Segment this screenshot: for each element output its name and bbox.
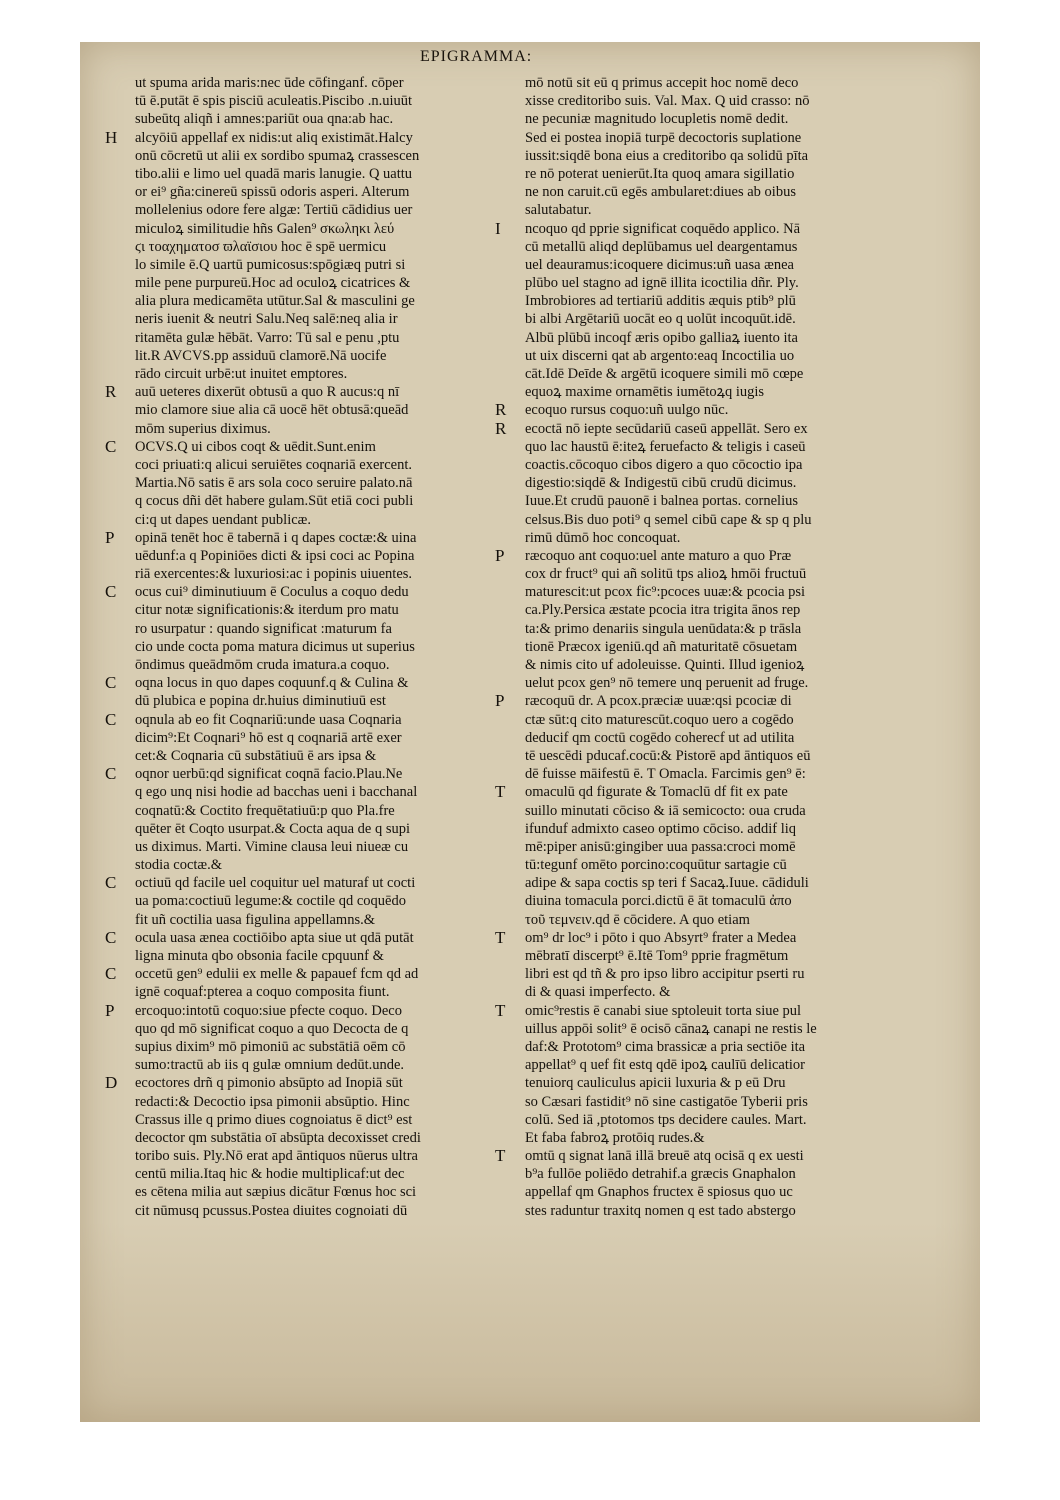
text-line	[105, 965, 475, 983]
line-text: ut spuma arida maris:nec ūde cōfinganf. cōper	[135, 75, 404, 91]
line-text: neris iuenit & neutri Salu.Neq salē:neq alia ir	[135, 311, 398, 328]
line-text: Imbrobiores ad tertiariū additis æquis ptib⁹ plū	[525, 293, 796, 310]
left-column	[105, 74, 475, 1220]
line-text: daf:& Prototom⁹ cima brassicæ a pria sectiōe ita	[525, 1038, 806, 1055]
line-text: mēbratī discerpt⁹ ē.Itē Tom⁹ pprie fragmētum	[525, 948, 789, 964]
text-line	[495, 911, 865, 929]
initial-letter: P	[495, 692, 505, 711]
text-line	[495, 820, 865, 838]
text-line	[105, 256, 475, 274]
line-text: ua poma:coctiuū legume:& coctile qd coquēdo	[135, 893, 406, 910]
text-line	[495, 201, 865, 219]
text-line	[105, 1002, 475, 1020]
line-text: salutabatur.	[525, 202, 592, 219]
text-line	[495, 365, 865, 383]
line-text: dē fuisse māifestū ē. T Omacla. Farcimis gen⁹ ē:	[525, 766, 806, 783]
text-line	[495, 1147, 865, 1165]
line-text: & nimis cito uf adoleuisse. Quinti. Illud igenioꝝ	[525, 657, 805, 673]
line-text: om⁹ dr loc⁹ i pōto i quo Absyrt⁹ frater a Medea	[525, 929, 797, 946]
line-text: uel deauramus:icoquere dicimus:uñ uasa ænea	[525, 256, 794, 273]
text-line	[495, 1183, 865, 1201]
line-text: centū milia.Itaq hic & hodie multiplicaf:ut dec	[135, 1166, 405, 1183]
line-text: sumo:tractū ab iis q gulæ omnium dedūt.unde.	[135, 1057, 405, 1074]
text-line	[105, 711, 475, 729]
text-line	[495, 256, 865, 274]
initial-letter: C	[105, 674, 117, 693]
text-line	[105, 765, 475, 783]
line-text: subeūtq aliqñ i amnes:pariūt oua qna:ab hac.	[135, 111, 394, 128]
text-line	[495, 583, 865, 601]
line-text: opinā tenēt hoc ē tabernā i q dapes coctæ:& uina	[135, 529, 417, 546]
line-text: rādo circuit urbē:ut inuitet emptores.	[135, 366, 348, 382]
text-line	[105, 347, 475, 365]
text-line	[495, 783, 865, 801]
line-text: tū:tegunf omēto porcino:coquūtur sartagie cū	[525, 857, 787, 874]
line-text: riā exercentes:& luxuriosi:ac i popinis uiuentes.	[135, 566, 413, 583]
text-line	[105, 220, 475, 238]
text-line	[105, 1038, 475, 1056]
text-line	[495, 529, 865, 547]
text-line	[105, 129, 475, 147]
line-text: fit uñ coctilia uasa figulina appellamns.&	[135, 911, 375, 928]
initial-letter: R	[105, 383, 117, 402]
initial-letter: R	[495, 419, 507, 438]
text-line	[495, 129, 865, 147]
text-line	[495, 1074, 865, 1092]
line-text: redacti:& Decoctio ipsa pimonii absūptio. Hinc	[135, 1093, 410, 1110]
text-line	[495, 1129, 865, 1147]
line-text: omtū q signat lanā illā breuē atq ocisā q ex uesti	[525, 1148, 804, 1165]
line-text: cet:& Coqnaria cū substātiuū ē ars ipsa &	[135, 747, 377, 764]
text-line	[105, 165, 475, 183]
line-text: ctæ sūt:q cito maturescūt.coquo uero a cogēdo	[525, 711, 794, 728]
line-text: ne non caruit.cū egēs ambularet:diues ab oibus	[525, 184, 796, 201]
text-line	[105, 820, 475, 838]
line-text: digestio:siqdē & Indigestū cibū crudū dicimus.	[525, 475, 797, 492]
line-text: uillus appōi solit⁹ ē ocisō cānaꝝ canapi ne restis le	[525, 1020, 817, 1037]
line-text: alcyōiū appellaf ex nidis:ut aliq existimāt.Halcy	[135, 129, 413, 146]
line-text: ocula uasa ænea coctiōibo apta siue ut qdā putāt	[135, 929, 414, 946]
initial-letter: C	[105, 874, 117, 893]
text-line	[105, 511, 475, 529]
text-line	[495, 892, 865, 910]
text-line	[105, 1074, 475, 1092]
line-text: appellaf qm Gnaphos fructex ē spiosus quo uc	[525, 1184, 793, 1201]
text-line	[105, 420, 475, 438]
text-line	[495, 474, 865, 492]
line-text: ne pecuniæ magnitudo locupletis nomē dedit.	[525, 111, 789, 128]
text-line	[495, 656, 865, 674]
line-text: plūbo uel stagno ad ignē illita icoctilia dñr. Ply.	[525, 275, 799, 292]
line-text: ut uix discerni qat ab argento:eaq Incoctilia uo	[525, 347, 795, 364]
text-line	[495, 620, 865, 638]
line-text: tionē Præcox igeniū.qd añ maturitatē cōsuetam	[525, 638, 798, 655]
text-line	[495, 220, 865, 238]
text-line	[495, 1056, 865, 1074]
right-column	[495, 74, 865, 1220]
line-text: tenuiorq cauliculus apicii luxuria & p eū Dru	[525, 1075, 786, 1092]
text-line	[105, 565, 475, 583]
line-text: colū. Sed iā ,ptotomos tps decidere caules. Mart.	[525, 1111, 807, 1128]
line-text: bi albi Argētariū uocāt eo q uolūt incoquūt.idē.	[525, 311, 796, 328]
text-line	[495, 692, 865, 710]
text-line	[495, 601, 865, 619]
text-line	[105, 1111, 475, 1129]
line-text: auū ueteres dixerūt obtusū a quo R aucus:q nī	[135, 384, 400, 401]
line-text: quēter ēt Coqto usurpat.& Cocta aqua de q supi	[135, 820, 411, 837]
line-text: stes raduntur traxitq nomen q est tado abstergo	[525, 1202, 796, 1219]
text-line	[495, 92, 865, 110]
line-text: xisse creditoribo suis. Val. Max. Q uid crasso: nō	[525, 93, 810, 110]
line-text: oqnula ab eo fit Coqnariū:unde uasa Coqnaria	[135, 711, 402, 728]
text-line	[105, 929, 475, 947]
text-line	[105, 638, 475, 656]
line-text: oqna locus in quo dapes coquunf.q & Culina &	[135, 675, 409, 692]
text-line	[105, 1147, 475, 1165]
initial-letter: C	[105, 928, 117, 947]
text-line	[495, 547, 865, 565]
line-text: cāt.Idē Deīde & argētū icoquere simili mō cœpe	[525, 366, 804, 382]
text-line	[495, 274, 865, 292]
line-text: ci:q ut dapes uendant publicæ.	[135, 511, 311, 528]
line-text: tē uescēdi pducaf.cocū:& Pistorē apd āntiquos eū	[525, 747, 811, 764]
text-line	[105, 1183, 475, 1201]
line-text: suillo minutati cōciso & iā semicocto: oua cruda	[525, 802, 806, 819]
line-text: omic⁹restis ē canabi siue sptoleuit torta siue pul	[525, 1002, 802, 1019]
line-text: cox dr fruct⁹ qui añ solitū tps alioꝝ hmōi fructuū	[525, 566, 807, 583]
text-line	[105, 401, 475, 419]
text-line	[495, 1093, 865, 1111]
line-text: toribo suis. Ply.Nō erat apd āntiquos nūerus ultra	[135, 1148, 418, 1165]
line-text: quo qd mō significat coquo a quo Decocta de q	[135, 1020, 409, 1037]
text-line	[495, 765, 865, 783]
line-text: ro usurpatur : quando significat :maturum fa	[135, 620, 392, 637]
text-line	[495, 1111, 865, 1129]
line-text: di & quasi imperfecto. &	[525, 984, 671, 1001]
line-text: ræcoquū dr. A pcox.præciæ uuæ:qsi pcociæ di	[525, 693, 792, 710]
initial-letter: H	[105, 128, 118, 147]
text-line	[105, 329, 475, 347]
text-line	[105, 529, 475, 547]
line-text: uēdunf:a q Popiniōes dicti & ipsi coci ac Popina	[135, 547, 415, 564]
line-text: dū plubica e popina dr.huius diminutiuū est	[135, 693, 386, 710]
initial-letter: D	[105, 1074, 118, 1093]
text-line	[495, 456, 865, 474]
text-line	[105, 92, 475, 110]
text-line	[495, 183, 865, 201]
line-text: Albū plūbū incoqf æris opibo galliaꝝ iuento ita	[525, 329, 798, 346]
line-text: ncoquo qd pprie significat coquēdo applico. Nā	[525, 220, 801, 237]
text-line	[105, 456, 475, 474]
text-line	[495, 347, 865, 365]
line-text: Martia.Nō satis ē ars sola coco seruire palato.nā	[135, 475, 413, 492]
line-text: cū metallū aliqd deplūbamus uel deargentamus	[525, 238, 798, 255]
line-text: miculoꝝ similitudie hñs Galen⁹ σκωληκι λεύ	[135, 220, 395, 237]
text-line	[495, 147, 865, 165]
text-line	[105, 983, 475, 1001]
text-line	[495, 802, 865, 820]
text-line	[105, 492, 475, 510]
line-text: decoctor qm substātia oī absūpta decoxisset credi	[135, 1129, 421, 1146]
text-line	[495, 165, 865, 183]
text-line	[495, 1202, 865, 1220]
text-line	[105, 1129, 475, 1147]
text-line	[105, 110, 475, 128]
text-line	[105, 292, 475, 310]
line-text: mile pene purpureū.Hoc ad oculoꝝ cicatrices &	[135, 275, 411, 292]
line-text: or ei⁹ gña:cinereū spissū odoris asperi. Alterum	[135, 184, 410, 201]
text-line	[105, 856, 475, 874]
initial-letter: P	[495, 546, 505, 565]
text-line	[495, 238, 865, 256]
text-line	[105, 747, 475, 765]
line-text: ifunduf admixto caseo optimo cōciso. addif liq	[525, 820, 797, 837]
text-line	[105, 474, 475, 492]
text-line	[105, 238, 475, 256]
text-line	[495, 401, 865, 419]
text-line	[105, 310, 475, 328]
line-text: cit nūmusq pcussus.Postea diuites cognoiati dū	[135, 1202, 408, 1219]
line-text: ca.Ply.Persica æstate pcocia itra trigita ānos rep	[525, 602, 801, 619]
line-text: omaculū qd figurate & Tomaclū df fit ex pate	[525, 784, 788, 801]
text-line	[495, 729, 865, 747]
line-text: tibo.alii e limo uel quadā maris lanugie. Q uattu	[135, 165, 413, 182]
text-line	[105, 1020, 475, 1038]
text-line	[105, 383, 475, 401]
initial-letter: T	[495, 928, 506, 947]
text-line	[495, 420, 865, 438]
text-line	[105, 620, 475, 638]
line-text: equoꝝ maxime ornamētis iumētoꝝq iugis	[525, 384, 765, 401]
text-line	[105, 838, 475, 856]
text-line	[495, 929, 865, 947]
text-line	[105, 947, 475, 965]
text-line	[105, 547, 475, 565]
text-line	[495, 838, 865, 856]
text-line	[495, 1165, 865, 1183]
line-text: iussit:siqdē bona eius a creditoribo qa solidū pīta	[525, 147, 809, 164]
line-text: Crassus ille q primo diues cognoiatus ē dict⁹ est	[135, 1111, 413, 1128]
line-text: citur notæ significationis:& iterdum pro matu	[135, 602, 399, 619]
line-text: supius dixim⁹ mō pimoniū ac substātiā oēm cō	[135, 1038, 406, 1055]
line-text: ocus cui⁹ diminutiuum ē Coculus a coquo dedu	[135, 584, 409, 601]
line-text: oqnor uerbū:qd significat coqnā facio.Plau.Ne	[135, 766, 403, 783]
text-line	[495, 438, 865, 456]
initial-letter: T	[495, 783, 506, 802]
line-text: mio clamore siue alia cā uocē hēt obtusā:queād	[135, 402, 409, 419]
initial-letter: R	[495, 401, 507, 420]
line-text: ritamēta gulæ hēbāt. Varro: Tū sal e penu ,ptu	[135, 329, 400, 346]
text-line	[495, 965, 865, 983]
text-line	[495, 310, 865, 328]
line-text: onū cōcretū ut alii ex sordibo spumaꝝ crassescen	[135, 147, 420, 164]
text-line	[495, 383, 865, 401]
line-text: mōm superius diximus.	[135, 420, 271, 437]
text-line	[495, 1020, 865, 1038]
line-text: mē:piper anisū:gingiber uua passa:croci momē	[525, 838, 796, 855]
line-text: libri est qd tñ & pro ipso libro accipitur pserti ru	[525, 966, 805, 983]
line-text: q ego unq nisi hodie ad bacchas ueni i bacchanal	[135, 784, 418, 801]
line-text: ercoquo:intotū coquo:siue pfecte coquo. Deco	[135, 1002, 402, 1019]
text-line	[105, 656, 475, 674]
text-line	[495, 1038, 865, 1056]
line-text: es cētena milia aut sæpius dicātur Fœnus hoc sci	[135, 1184, 417, 1201]
text-line	[495, 947, 865, 965]
line-text: alia plura medicamēta utūtur.Sal & masculini ge	[135, 293, 415, 310]
line-text: rimū dūmō hoc concoquat.	[525, 529, 681, 546]
text-line	[495, 74, 865, 92]
line-text: occetū gen⁹ edulii ex melle & papauef fcm qd ad	[135, 966, 419, 983]
line-text: lo simile ē.Q uartū pumicosus:spōgiæq putri si	[135, 256, 406, 273]
text-line	[105, 729, 475, 747]
line-text: adipe & sapa coctis sp teri f Sacaꝝ.Iuue. cādiduli	[525, 875, 809, 892]
initial-letter: T	[495, 1147, 506, 1166]
line-text: ecoquo rursus coquo:uñ uulgo nūc.	[525, 402, 729, 419]
text-line	[105, 674, 475, 692]
line-text: re nō poterat uenierūt.Ita quoq amara sigillatio	[525, 165, 795, 182]
line-text: Iuue.Et crudū pauonē i balnea portas. cornelius	[525, 493, 798, 510]
text-line	[105, 1202, 475, 1220]
text-line	[105, 783, 475, 801]
line-text: appellat⁹ q uef fit estq qdē ipoꝝ caulīū delicatior	[525, 1057, 805, 1074]
text-line	[105, 802, 475, 820]
text-line	[495, 638, 865, 656]
line-text: mollelenius odore fere algæ: Tertiū cādidius uer	[135, 202, 413, 219]
text-line	[105, 438, 475, 456]
line-text: b⁹a fullōe poliēdo detrahif.a græcis Gnaphalon	[525, 1166, 796, 1183]
line-text: OCVS.Q ui cibos coqt & uēdit.Sunt.enim	[135, 438, 376, 455]
initial-letter: I	[495, 219, 501, 238]
text-line	[495, 711, 865, 729]
text-line	[105, 201, 475, 219]
text-line	[105, 274, 475, 292]
line-text: mō notū sit eū q primus accepit hoc nomē deco	[525, 75, 799, 91]
initial-letter: C	[105, 583, 117, 602]
text-line	[105, 147, 475, 165]
text-line	[495, 492, 865, 510]
line-text: coqnatū:& Coctito frequētatiuū:p quo Pla.fre	[135, 802, 395, 819]
line-text: stodia coctæ.&	[135, 857, 222, 874]
line-text: coactis.cōcoquo cibos digero a quo cōcoctio ipa	[525, 456, 803, 473]
line-text: ignē coquaf:pterea a coquo composita fiunt.	[135, 984, 390, 1001]
line-text: ta:& primo denariis singula uenūdata:& p trāsla	[525, 620, 802, 637]
initial-letter: C	[105, 437, 117, 456]
text-line	[105, 874, 475, 892]
line-text: coci priuati:q alicui seruiētes coqnariā exercent.	[135, 456, 412, 473]
text-line	[495, 1002, 865, 1020]
text-line	[495, 292, 865, 310]
line-text: quo lac haustū ē:iteꝝ feruefacto & teligis i caseū	[525, 438, 806, 455]
text-line	[105, 1165, 475, 1183]
initial-letter: P	[105, 528, 115, 547]
line-text: so Cæsari fastidit⁹ nō sine castigatōe Tyberii pris	[525, 1093, 808, 1110]
text-line	[105, 911, 475, 929]
text-line	[105, 1056, 475, 1074]
line-text: us diximus. Marti. Vimine clausa leui niueæ cu	[135, 838, 409, 855]
line-text: maturescit:ut pcox fic⁹:pcoces uuæ:& pcocia psi	[525, 584, 806, 601]
text-line	[105, 692, 475, 710]
line-text: ecoctores drñ q pimonio absūpto ad Inopiā sūt	[135, 1075, 403, 1092]
line-text: ecoctā nō iepte secūdariū caseū appellāt. Sero ex	[525, 420, 808, 437]
text-line	[495, 983, 865, 1001]
line-text: cio unde cocta poma matura dicimus ut superius	[135, 638, 415, 655]
text-line	[105, 583, 475, 601]
line-text: ϛι τοαχηματοσ ϖλαϊσιου hoc ē spē uermicu	[135, 238, 387, 255]
line-text: ōndimus queādmōm cruda imatura.a coquo.	[135, 657, 390, 673]
text-line	[105, 183, 475, 201]
line-text: uelut pcox gen⁹ nō temere unq peruenit ad fruge.	[525, 675, 809, 692]
text-line	[105, 601, 475, 619]
line-text: deducif qm coctū cogēdo coherecf ut ad utilita	[525, 729, 795, 746]
line-text: Sed ei postea inopiā turpē decoctoris suplatione	[525, 129, 802, 146]
text-line	[495, 674, 865, 692]
line-text: diuina tomacula porci.dictū ē āt tomaculū ἀπο	[525, 893, 792, 910]
initial-letter: C	[105, 765, 117, 784]
text-line	[105, 365, 475, 383]
text-line	[495, 565, 865, 583]
text-line	[495, 874, 865, 892]
text-line	[495, 329, 865, 347]
line-text: ligna minuta qbo obsonia facile cpquunf &	[135, 948, 384, 964]
text-line	[105, 1093, 475, 1111]
line-text: dicim⁹:Et Coqnari⁹ hō est q coqnariā artē exer	[135, 729, 402, 746]
initial-letter: C	[105, 965, 117, 984]
line-text: τοῦ τεμνειν.qd ē cōcidere. A quo etiam	[525, 911, 750, 928]
line-text: Et faba fabroꝝ protōiq rudes.&	[525, 1129, 705, 1146]
page-header: EPIGRAMMA:	[420, 48, 533, 65]
initial-letter: C	[105, 710, 117, 729]
initial-letter: T	[495, 1001, 506, 1020]
line-text: q cocus dñi dēt habere gulam.Sūt etiā coci publi	[135, 493, 414, 510]
text-line	[105, 892, 475, 910]
text-line	[105, 74, 475, 92]
line-text: octiuū qd facile uel coquitur uel maturaf ut cocti	[135, 875, 416, 892]
page-stain	[80, 1222, 980, 1422]
line-text: lit.R AVCVS.pp assiduū clamorē.Nā uocife	[135, 347, 387, 364]
text-line	[495, 747, 865, 765]
text-line	[495, 856, 865, 874]
text-line	[495, 110, 865, 128]
line-text: ræcoquo ant coquo:uel ante maturo a quo Præ	[525, 547, 792, 564]
line-text: celsus.Bis duo poti⁹ q semel cibū cape & sp q plu	[525, 511, 812, 528]
text-line	[495, 511, 865, 529]
line-text: tū ē.putāt ē spis pisciū aculeatis.Piscibo .n.uiuūt	[135, 93, 413, 110]
initial-letter: P	[105, 1001, 115, 1020]
